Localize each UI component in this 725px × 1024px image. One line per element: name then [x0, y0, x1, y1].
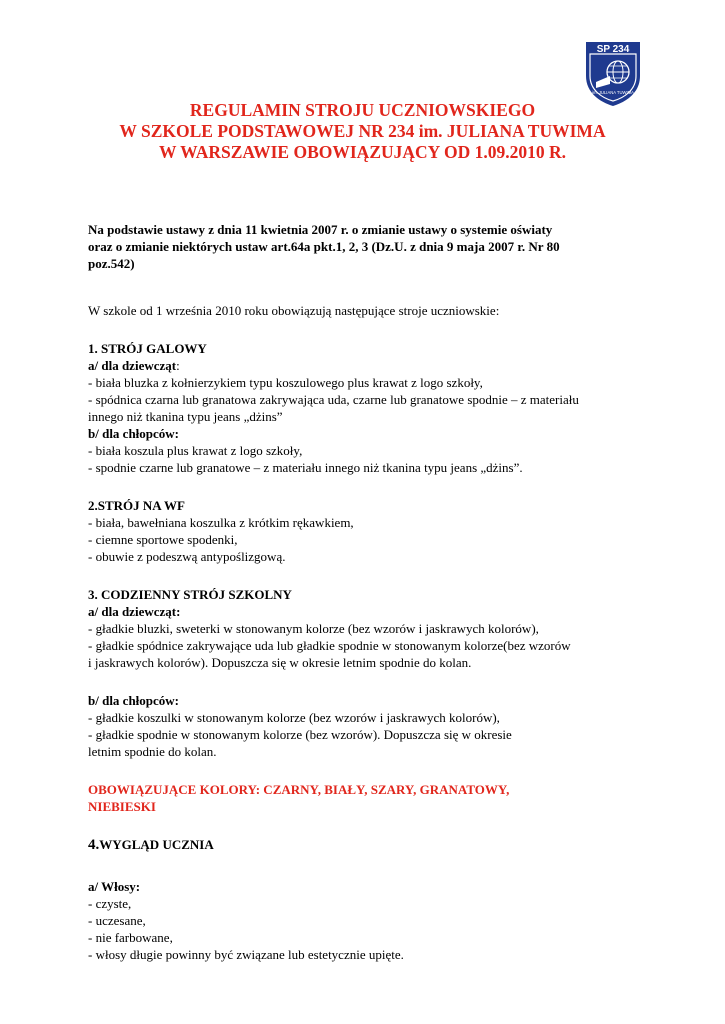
list-item: - ciemne sportowe spodenki,	[88, 532, 238, 547]
hair-label: a/ Włosy:	[88, 879, 141, 894]
list-item: - gładkie koszulki w stonowanym kolorze (bez wzorów i jaskrawych kolorów),	[88, 710, 500, 725]
list-item: - nie farbowane,	[88, 930, 173, 945]
intro-text: W szkole od 1 września 2010 roku obowiązują następujące stroje uczniowskie:	[88, 303, 500, 318]
legal-basis-line: oraz o zmianie niektórych ustaw art.64a pkt.1, 2, 3 (Dz.U. z dnia 9 maja 2007 r. Nr 80	[88, 239, 560, 254]
list-item: - biała koszula plus krawat z logo szkoły,	[88, 443, 303, 458]
list-item: - biała, bawełniana koszulka z krótkim rękawkiem,	[88, 515, 354, 530]
colors-notice	[88, 781, 678, 815]
logo-text: SP 234	[596, 44, 630, 55]
legal-basis	[88, 221, 678, 272]
boys-label: b/ dla chłopców:	[88, 426, 180, 441]
girls-label	[88, 357, 678, 374]
list-item: innego niż tkanina typu jeans „dżins”	[88, 409, 283, 424]
document-body	[88, 221, 678, 963]
list-item: - spódnica czarna lub granatowa zakrywająca uda, czarne lub granatowe spodnie – z materiału	[88, 392, 579, 407]
colors-notice-line: NIEBIESKI	[88, 799, 156, 814]
list-item: - gładkie bluzki, sweterki w stonowanym kolorze (bez wzorów i jaskrawych kolorów),	[88, 621, 539, 636]
title-line: W SZKOLE PODSTAWOWEJ NR 234 im. JULIANA TUWIMA	[119, 121, 606, 141]
section-heading-text: WYGLĄD UCZNIA	[99, 837, 214, 852]
boys-label: b/ dla chłopców:	[88, 693, 180, 708]
legal-basis-line: Na podstawie ustawy z dnia 11 kwietnia 2007 r. o zmianie ustawy o systemie oświaty	[88, 222, 553, 237]
title-line: REGULAMIN STROJU UCZNIOWSKIEGO	[189, 100, 536, 120]
legal-basis-line: poz.542)	[88, 256, 135, 271]
girls-label-colon: :	[176, 358, 180, 373]
girls-label-text: a/ dla dziewcząt	[88, 358, 177, 373]
school-shield-icon	[582, 38, 644, 108]
list-item: - czyste,	[88, 896, 132, 911]
school-logo	[582, 38, 644, 108]
list-item: i jaskrawych kolorów). Dopuszcza się w okresie letnim spodnie do kolan.	[88, 655, 472, 670]
colors-notice-line: OBOWIĄZUJĄCE KOLORY: CZARNY, BIAŁY, SZARY, GRANATOWY,	[88, 782, 510, 797]
list-item: - spodnie czarne lub granatowe – z materiału innego niż tkanina typu jeans „dżins”.	[88, 460, 523, 475]
document-title	[60, 100, 665, 163]
girls-label: a/ dla dziewcząt:	[88, 604, 181, 619]
list-item: letnim spodnie do kolan.	[88, 744, 217, 759]
list-item: - obuwie z podeszwą antypoślizgową.	[88, 549, 286, 564]
list-item: - gładkie spódnice zakrywające uda lub gładkie spodnie w stonowanym kolorze(bez wzorów	[88, 638, 571, 653]
section-heading: 1. STRÓJ GALOWY	[88, 341, 207, 356]
list-item: - uczesane,	[88, 913, 146, 928]
section-heading: 2.STRÓJ NA WF	[88, 498, 185, 513]
section-heading: 3. CODZIENNY STRÓJ SZKOLNY	[88, 587, 292, 602]
list-item: - gładkie spodnie w stonowanym kolorze (bez wzorów). Dopuszcza się w okresie	[88, 727, 512, 742]
list-item: - włosy długie powinny być związane lub estetycznie upięte.	[88, 947, 404, 962]
logo-ring-text: im. JULIANA TUWIMA	[592, 90, 634, 95]
section-heading	[88, 836, 678, 854]
list-item: - biała bluzka z kołnierzykiem typu koszulowego plus krawat z logo szkoły,	[88, 375, 483, 390]
title-line: W WARSZAWIE OBOWIĄZUJĄCY OD 1.09.2010 R.	[158, 142, 567, 162]
section-number: 4.	[88, 837, 100, 853]
